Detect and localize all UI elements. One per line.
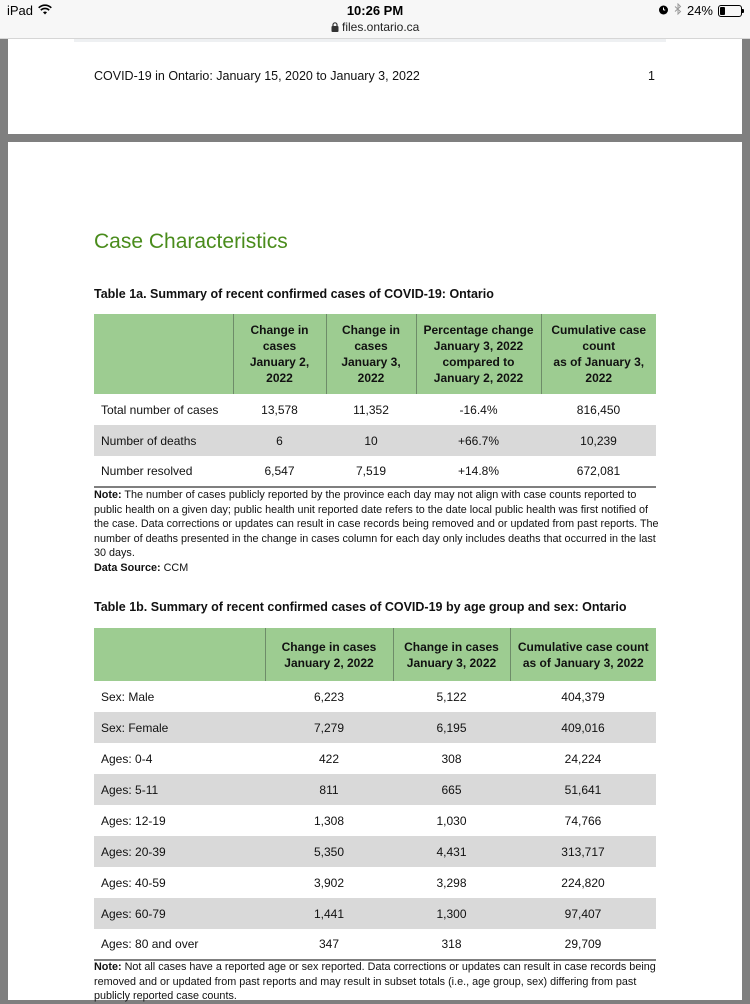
header-line: compared to [442, 355, 515, 369]
device-label: iPad [7, 3, 34, 18]
cell: 313,717 [510, 836, 656, 867]
cell: 672,081 [541, 456, 656, 487]
header-cell-jan3 [326, 314, 416, 394]
cell: 11,352 [353, 402, 389, 417]
header-line: cases [354, 339, 388, 353]
cell: 6,195 [393, 712, 510, 743]
row-label: Ages: 12-19 [101, 813, 166, 828]
section-title: Case Characteristics [94, 230, 288, 253]
cell: 1,441 [265, 898, 393, 929]
row-label: Number resolved [94, 456, 233, 487]
cell: 1,030 [436, 813, 467, 828]
header-line: January 3, [341, 355, 401, 369]
cell: 74,766 [564, 813, 602, 828]
table-row [94, 456, 656, 487]
table-row [94, 929, 656, 960]
table-1a-caption: Table 1a. Summary of recent confirmed cases of COVID-19: Ontario [94, 287, 494, 301]
cell: 3,298 [436, 875, 467, 890]
table-1a [94, 314, 656, 488]
header-line: as of January 3, 2022 [522, 655, 644, 670]
header-line: 2022 [357, 371, 385, 385]
cell: 10,239 [541, 425, 656, 456]
cell: +14.8% [416, 456, 541, 487]
row-label: Ages: 80 and over [94, 929, 265, 960]
header-cell-jan2 [265, 628, 393, 681]
cell: 7,519 [326, 456, 416, 487]
status-bar [0, 0, 750, 39]
table-1b-caption: Table 1b. Summary of recent confirmed cases of COVID-19 by age group and sex: Ontario [94, 600, 627, 614]
row-label: Sex: Male [101, 689, 155, 704]
cell: 6,223 [313, 689, 345, 704]
cell: 10 [326, 425, 416, 456]
table-1b [94, 628, 656, 961]
header-line: Change in [341, 323, 400, 337]
source-label: Data Source: [94, 561, 161, 574]
table-row [94, 743, 656, 774]
alarm-icon [658, 3, 669, 18]
cell: 1,308 [313, 813, 345, 828]
cell: 5,350 [265, 836, 393, 867]
table-row [94, 425, 656, 456]
cell: 811 [265, 774, 393, 805]
row-label: Ages: 40-59 [101, 875, 166, 890]
clock: 10:26 PM [346, 3, 404, 18]
header-line: January 3, 2022 [433, 339, 524, 353]
row-label: Sex: Female [94, 712, 265, 743]
address-bar[interactable] [0, 20, 750, 35]
header-line: January 2, [249, 355, 310, 369]
cell: 347 [265, 929, 393, 960]
status-right [658, 3, 742, 18]
cell: 6,547 [233, 456, 326, 487]
header-line: as of January 3, [553, 355, 645, 369]
header-line: Change in cases [281, 639, 377, 654]
note-label: Note: [94, 961, 122, 973]
cell: 5,122 [436, 689, 467, 704]
row-label: Ages: 20-39 [94, 836, 265, 867]
header-line: Change in [250, 323, 309, 337]
lock-icon [331, 21, 339, 35]
header-line: January 2, 2022 [284, 655, 374, 670]
cell: 24,224 [564, 751, 602, 766]
header-cell-cumulative [510, 628, 656, 681]
header-line: 2022 [585, 371, 613, 385]
header-cell-label [94, 314, 233, 394]
pdf-page-1 [8, 38, 742, 134]
header-line: count [582, 339, 616, 353]
header-line: Percentage change [423, 323, 534, 337]
table-1b-note [94, 960, 664, 1004]
table-1a-note [94, 488, 664, 575]
cell: 404,379 [561, 689, 605, 704]
cell: 308 [441, 751, 462, 766]
battery-percent: 24% [686, 3, 713, 18]
pdf-page-2 [8, 142, 742, 1000]
table-row [94, 836, 656, 867]
header-cell-jan2 [233, 314, 326, 394]
page-header-text: COVID-19 in Ontario: January 15, 2020 to January 3, 2022 [94, 69, 420, 83]
table-row [94, 712, 656, 743]
cell: 7,279 [265, 712, 393, 743]
cell: +66.7% [416, 425, 541, 456]
cell: -16.4% [459, 402, 498, 417]
row-label: Ages: 60-79 [94, 898, 265, 929]
cell: 409,016 [510, 712, 656, 743]
row-label: Ages: 0-4 [101, 751, 153, 766]
header-cell-cumulative [541, 314, 656, 394]
table-row [94, 898, 656, 929]
header-cell-label [94, 628, 265, 681]
header-line: cases [262, 339, 297, 353]
note-text: The number of cases publicly reported by the province each day may not align with case counts reported to public health on a given day; public health unit reported date refers to the date local public health was first notified of the case. Data corrections or updates can result in case records being removed and or updated from past reports. The number of deaths presented in the change in cases column for each day only includes deaths that occurred in the last 30 days. [94, 489, 659, 559]
table-row [94, 394, 656, 425]
cell: 51,641 [510, 774, 656, 805]
cell: 3,902 [313, 875, 345, 890]
table-row [94, 774, 656, 805]
page-number: 1 [648, 69, 655, 83]
row-label: Number of deaths [94, 425, 233, 456]
header-line: January 3, 2022 [406, 655, 497, 670]
row-label: Ages: 5-11 [94, 774, 265, 805]
cell: 318 [393, 929, 510, 960]
battery-icon [718, 5, 742, 17]
note-text: Not all cases have a reported age or sex reported. Data corrections or updates can result in case records being removed and or updated from past reports and may result in subset totals (i.e., age group, sex) differing from past publicly reported case counts. [94, 961, 656, 1002]
cell: 6 [233, 425, 326, 456]
header-line: Cumulative case count [517, 639, 649, 654]
row-label: Total number of cases [101, 402, 219, 417]
source-text: CCM [160, 561, 189, 574]
cell: 1,300 [393, 898, 510, 929]
table-row [94, 681, 656, 712]
header-cell-jan3 [393, 628, 510, 681]
header-line: 2022 [266, 371, 293, 385]
note-label: Note: [94, 489, 122, 501]
cell: 816,450 [576, 402, 621, 417]
url-text: files.ontario.ca [341, 20, 420, 34]
table-header-row [94, 314, 656, 394]
header-line: Change in cases [404, 639, 499, 654]
cell: 4,431 [393, 836, 510, 867]
header-line: January 2, 2022 [433, 371, 524, 385]
bluetooth-icon [674, 3, 682, 18]
header-cell-pct-change [416, 314, 541, 394]
table-header-row [94, 628, 656, 681]
cell: 13,578 [261, 402, 298, 417]
table-row [94, 805, 656, 836]
cell: 665 [393, 774, 510, 805]
cell: 224,820 [561, 875, 605, 890]
header-line: Cumulative case [551, 323, 647, 337]
cell: 422 [318, 751, 340, 766]
cell: 97,407 [510, 898, 656, 929]
table-row [94, 867, 656, 898]
cell: 29,709 [510, 929, 656, 960]
